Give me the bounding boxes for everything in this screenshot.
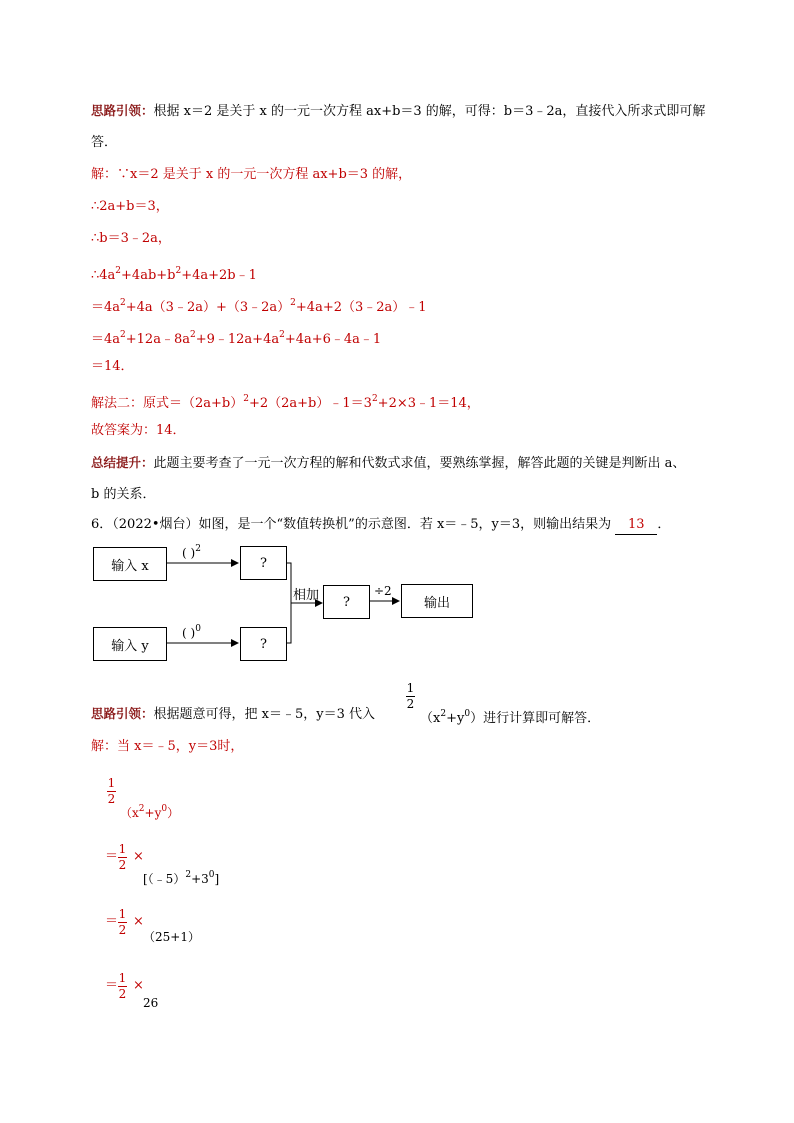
exponent: 2 [279,330,285,340]
denominator: 2 [118,858,127,872]
times-sign: × [133,978,144,993]
input-x-label: 输入 x [111,558,149,574]
input-y-label: 输入 y [111,638,149,654]
equals-sign: ＝ [105,849,119,864]
fraction-half [107,777,116,805]
exponent: 0 [464,709,471,719]
expr-part: +4a+6﹣4a﹣1 [284,332,382,347]
solution-tag: 解： [91,739,118,754]
bracket-connector [287,563,291,643]
exponent: 2 [371,394,378,404]
analysis2-line [91,705,375,724]
divide-label: ÷2 [374,584,392,598]
exponent: 2 [175,266,182,276]
solution-answer: 故答案为：14． [91,423,186,438]
solution-tag: 解： [91,167,118,182]
expr-part: ） [167,806,180,820]
equals-sign: ＝ [105,914,119,929]
exponent: 2 [290,298,296,308]
analysis2-expr [420,705,600,728]
step-3-expr: （25+1） [143,930,200,944]
numerator: 1 [118,842,127,856]
expr-part: ＝4a [91,300,121,315]
output-box [401,584,473,618]
result-box-2 [240,627,287,661]
expr-part: ）进行计算即可解答． [470,711,601,726]
solution-line-3: ∴b＝3﹣2a， [91,231,171,246]
exponent: 0 [208,870,215,880]
solution-text: ∵x＝2 是关于 x 的一元一次方程 ax+b＝3 的解， [117,167,412,182]
expr-part: ∴4a [91,268,116,283]
expr-part: +4a+2（3﹣2a）﹣1 [295,300,427,315]
solution-line-7: ＝14． [91,359,134,374]
expr-part: +y [144,806,162,820]
exponent: 2 [195,544,201,554]
fraction-half [406,682,415,710]
fraction-half [118,843,127,871]
expr-part: （x [420,711,441,726]
expr-part: +4a+2b﹣1 [181,268,257,283]
exponent: 2 [185,870,192,880]
expr-part: 解法二：原式＝（2a+b） [91,396,244,411]
numerator: 1 [118,971,127,985]
denominator: 2 [107,792,116,806]
denominator: 2 [118,923,127,937]
problem-end: ． [657,517,671,532]
question-mark: ? [260,555,267,571]
sum-box [323,585,370,619]
analysis-text: 根据 x＝2 是关于 x 的一元一次方程 ax+b＝3 的解，可得：b＝3﹣2a，直接代入所求式即可解 [153,104,706,119]
exponent: 0 [195,624,201,634]
analysis-line-2: 答． [91,135,118,150]
answer-blank: 13 [615,516,657,535]
op-zero-text: ( ) [182,626,196,640]
solution-text: 当 x＝﹣5，y＝3时， [117,739,244,754]
analysis-text: 根据题意可得，把 x＝﹣5，y＝3 代入 [153,707,375,722]
fraction-half [118,972,127,1000]
numerator: 1 [118,907,127,921]
expr-part: +4ab+b [121,268,176,283]
summary-line-2: b 的关系． [91,487,156,502]
analysis-tag: 思路引领： [91,103,154,118]
expr-part: +3 [191,872,209,886]
op-zero [182,624,201,640]
question-mark: ? [343,594,350,610]
result-box-1 [240,546,287,580]
expr-part: +4a（3﹣2a）+（3﹣2a） [125,300,291,315]
expr-part: [（﹣5） [143,872,186,886]
equals-sign: ＝ [105,978,119,993]
exponent: 2 [440,709,447,719]
expr-part: +12a﹣8a [125,332,190,347]
expr-part: +y [446,711,465,726]
exponent: 2 [120,298,126,308]
problem-text: 6．（2022•烟台）如图，是一个“数值转换机”的示意图．若 x＝﹣5，y＝3，则输出结果为 [91,517,612,532]
denominator: 2 [406,697,415,711]
numerator: 1 [406,681,415,695]
expr-part: ＝4a [91,332,121,347]
step-1-expr [120,800,179,822]
expr-part: ] [214,872,220,886]
times-sign: × [133,849,144,864]
input-x-box [93,547,167,581]
op-square-text: ( ) [182,546,196,560]
expr-part: （x [120,806,139,820]
input-y-box [93,627,167,661]
add-label: 相加 [293,588,320,603]
expr-part: +2×3﹣1＝14， [377,396,480,411]
summary-text: 此题主要考查了一元一次方程的解和代数式求值，要熟练掌握，解答此题的关键是判断出 a、 [153,456,686,471]
fraction-half [118,908,127,936]
exponent: 2 [189,330,196,340]
summary-tag: 总结提升： [91,455,154,470]
exponent: 2 [115,266,122,276]
step-2-expr [143,866,219,888]
times-sign: × [133,914,144,929]
solution2-line-1 [91,738,243,756]
analysis-tag: 思路引领： [91,706,154,721]
exponent: 2 [138,804,145,814]
exponent: 2 [120,330,126,340]
denominator: 2 [118,987,127,1001]
expr-part: +9﹣12a+4a [195,332,280,347]
question-mark: ? [260,636,267,652]
expr-part: +2（2a+b）﹣1＝3 [248,396,372,411]
exponent: 2 [243,394,249,404]
numerator: 1 [107,776,116,790]
step-4-expr: 26 [143,996,159,1010]
exponent: 0 [161,804,168,814]
op-square [182,544,201,560]
output-label: 输出 [423,595,450,611]
solution-line-2: ∴2a+b＝3， [91,199,169,214]
